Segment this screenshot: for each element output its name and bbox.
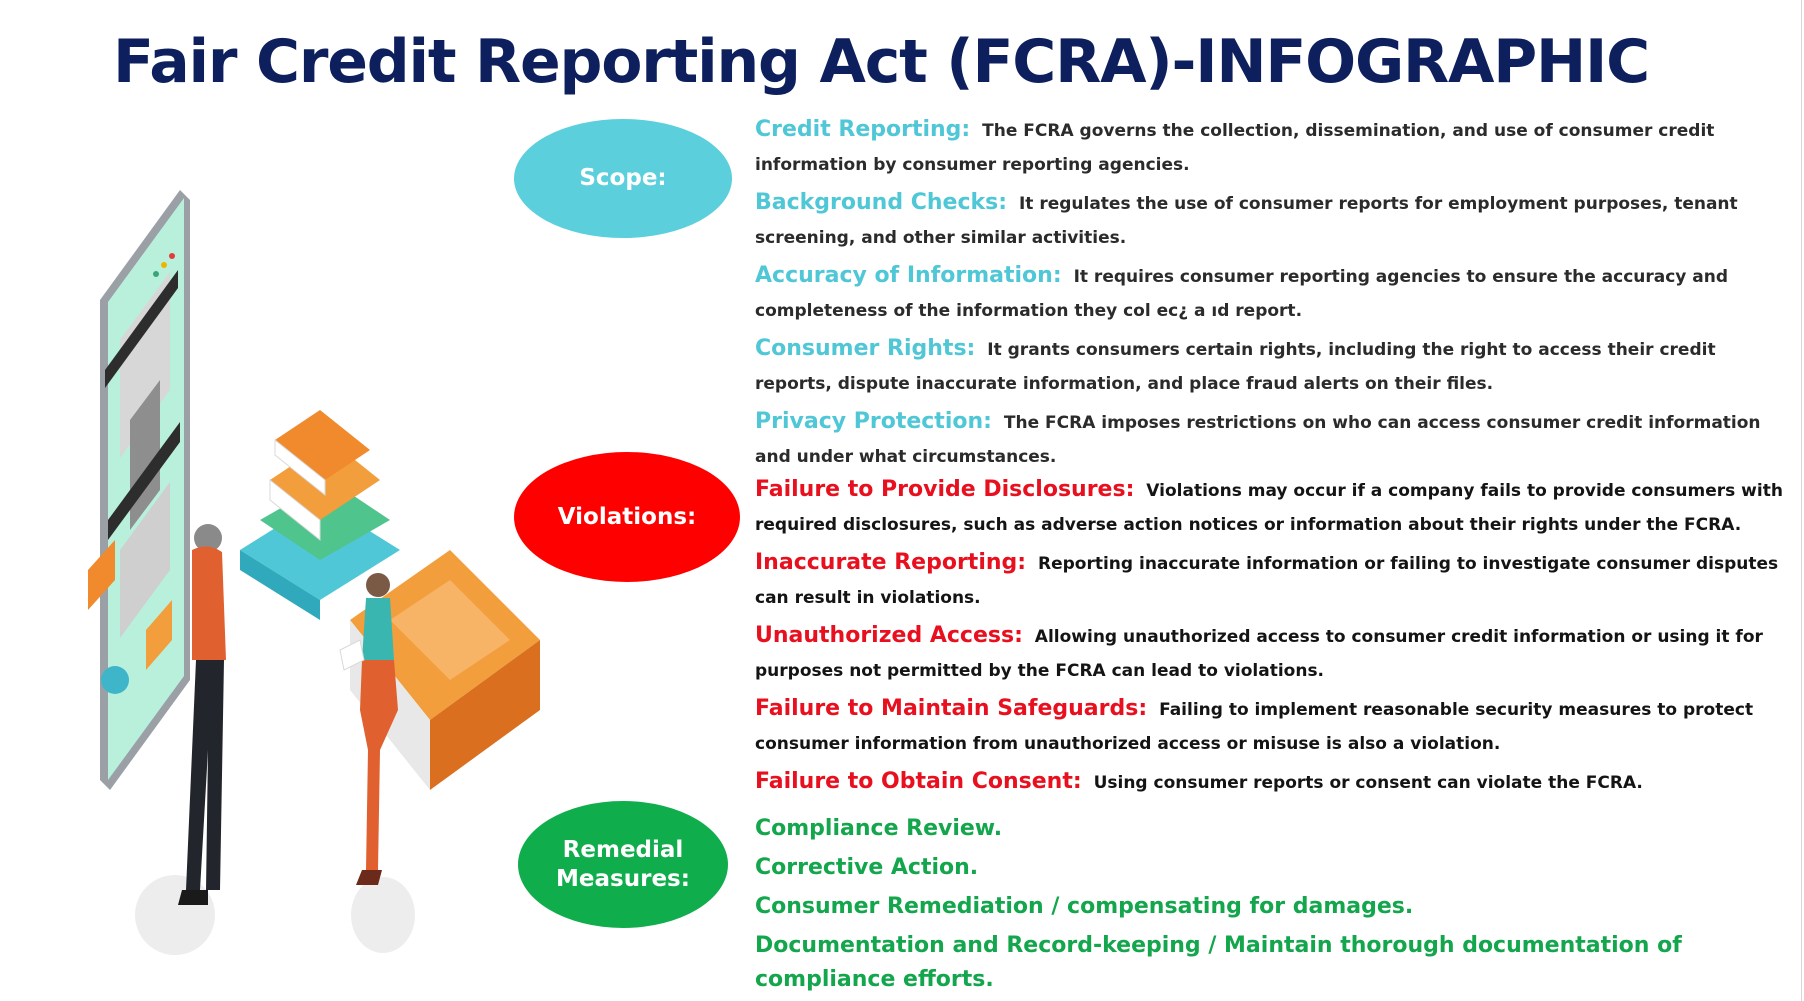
- scope-item: [755, 259, 1795, 328]
- scope-item: [755, 332, 1795, 401]
- remedial-item: Corrective Action.: [755, 855, 979, 880]
- illustration-people-phone-books: [60, 190, 560, 970]
- scope-item-text: The FCRA imposes restrictions on who can access consumer credit information and under what circumstances.: [755, 413, 1761, 467]
- violation-item: [755, 473, 1795, 542]
- scope-item-head: Credit Reporting:: [755, 117, 971, 142]
- remedial-item: Compliance Review.: [755, 816, 1003, 841]
- remedial-label-line2: Measures:: [556, 865, 690, 892]
- scope-item-head: Privacy Protection:: [755, 409, 992, 434]
- violation-item: [755, 692, 1795, 761]
- scope-item-text: It requires consumer reporting agencies to ensure the accuracy and completeness of the information they col ec¿ a ıd report.: [755, 267, 1729, 321]
- violation-item-text: Using consumer reports or consent can violate the FCRA.: [1093, 773, 1643, 793]
- phone-illustration: [88, 190, 190, 790]
- remedial-item: Consumer Remediation / compensating for damages.: [755, 894, 1414, 919]
- remedial-oval: [518, 801, 728, 928]
- violation-item: [755, 619, 1795, 688]
- page-title: Fair Credit Reporting Act (FCRA)-INFOGRAPHIC: [113, 27, 1649, 97]
- violation-item-text: Reporting inaccurate information or failing to investigate consumer disputes can result in violations.: [755, 554, 1779, 608]
- violation-item: [755, 765, 1795, 800]
- violation-item-text: Allowing unauthorized access to consumer credit information or using it for purposes not permitted by the FCRA can lead to violations.: [755, 627, 1763, 681]
- scope-label: Scope:: [579, 165, 667, 191]
- scope-oval: [514, 119, 732, 238]
- shadow-woman: [351, 877, 415, 953]
- violation-item-head: Unauthorized Access:: [755, 623, 1023, 648]
- scope-item-head: Consumer Rights:: [755, 336, 976, 361]
- remedial-label-line1: Remedial: [562, 836, 684, 863]
- page-edge-line: [1801, 0, 1802, 1001]
- violation-item-head: Failure to Maintain Safeguards:: [755, 696, 1148, 721]
- violation-item-head: Failure to Provide Disclosures:: [755, 477, 1135, 502]
- violation-item-head: Inaccurate Reporting:: [755, 550, 1027, 575]
- shadow-man: [135, 875, 215, 955]
- scope-item-head: Accuracy of Information:: [755, 263, 1062, 288]
- scope-item: [755, 186, 1795, 255]
- scope-item-text: It regulates the use of consumer reports for employment purposes, tenant screening, and other similar activities.: [755, 194, 1738, 248]
- violation-item: [755, 546, 1795, 615]
- scope-item-text: The FCRA governs the collection, dissemination, and use of consumer credit information by consumer reporting agencies.: [755, 121, 1715, 175]
- scope-item-head: Background Checks:: [755, 190, 1008, 215]
- violation-item-text: Violations may occur if a company fails to provide consumers with required disclosures, such as adverse action notices or information about their rights under the FCRA.: [755, 481, 1783, 535]
- remedial-item: Documentation and Record-keeping / Maintain thorough documentation of compliance efforts.: [755, 933, 1682, 992]
- heart-icon: [101, 666, 129, 694]
- scope-item: [755, 113, 1795, 182]
- scope-item-text: It grants consumers certain rights, including the right to access their credit reports, dispute inaccurate information, and place fraud alerts on their files.: [755, 340, 1716, 394]
- violation-item-head: Failure to Obtain Consent:: [755, 769, 1082, 794]
- violations-label: Violations:: [557, 503, 697, 530]
- violation-item-text: Failing to implement reasonable security measures to protect consumer information from unauthorized access or misuse is also a violation.: [755, 700, 1754, 754]
- scope-item: [755, 405, 1795, 474]
- violations-oval: [514, 452, 740, 582]
- woman-figure: [340, 573, 398, 885]
